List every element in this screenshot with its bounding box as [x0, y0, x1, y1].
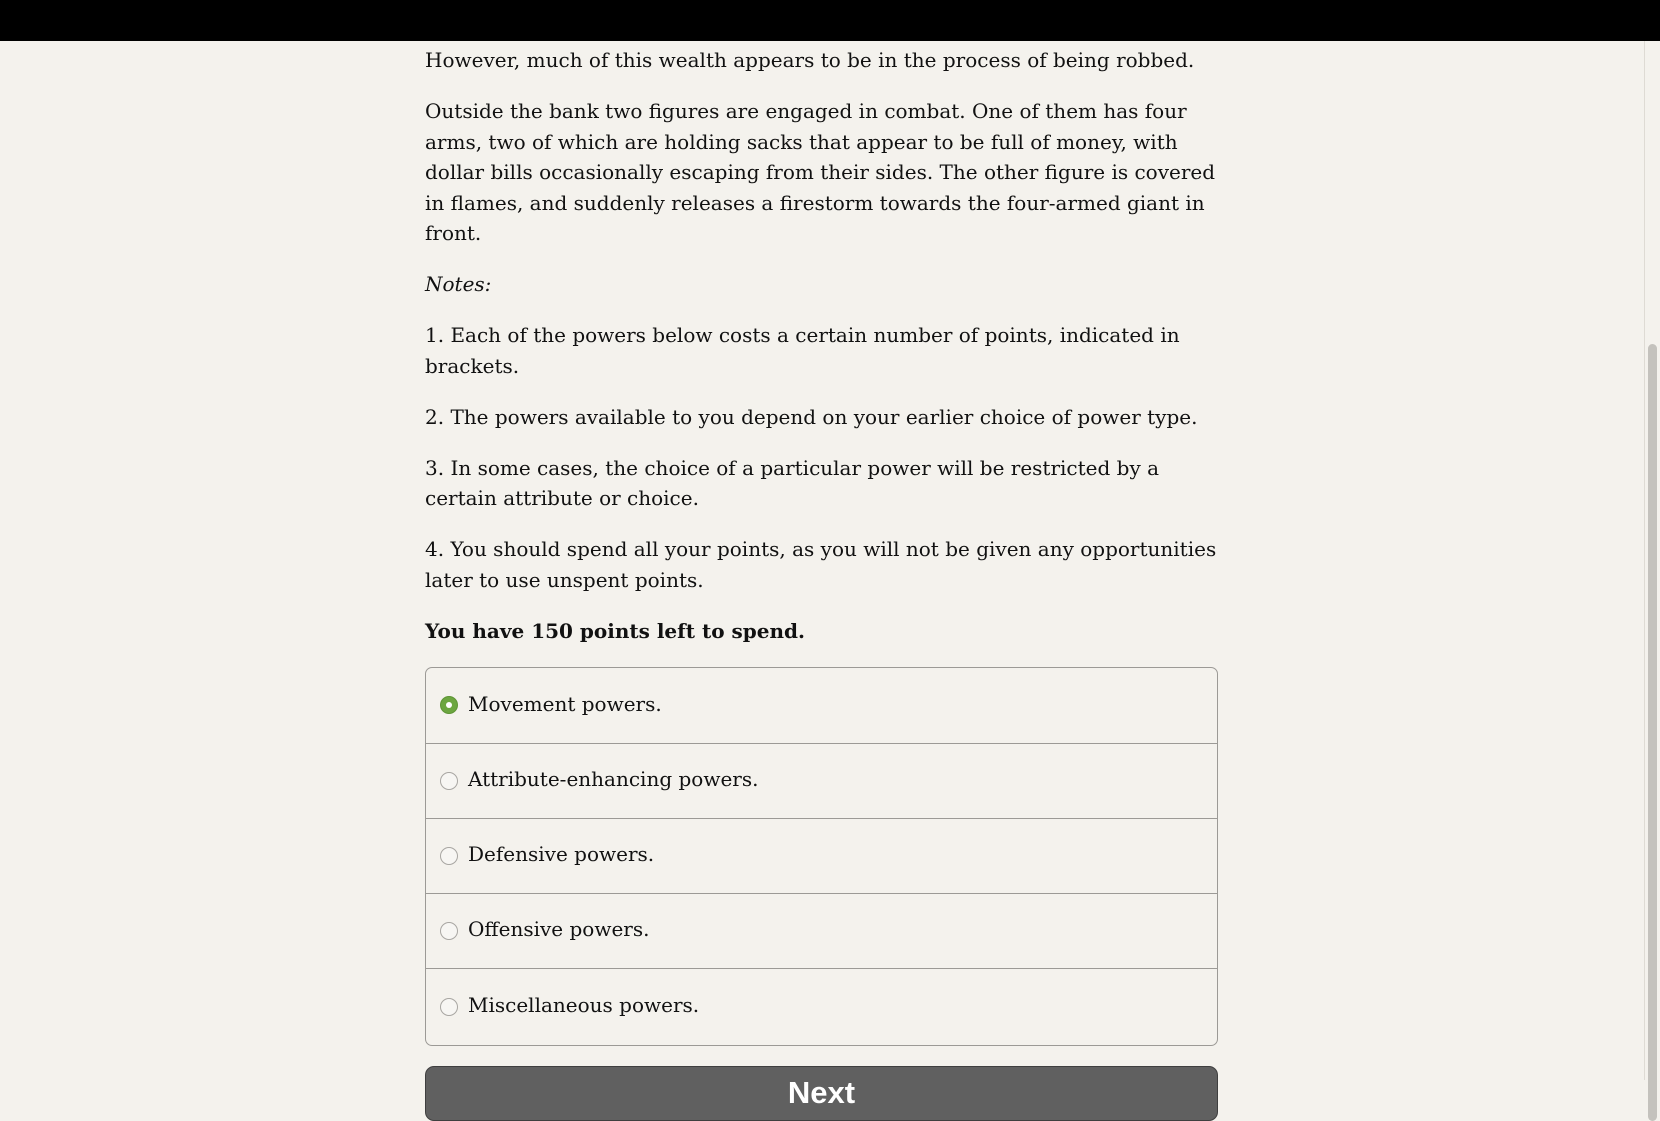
choice-label: Movement powers. [468, 691, 662, 716]
choice-label: Attribute-enhancing powers. [468, 767, 759, 792]
main-content [425, 41, 1218, 1121]
note-item: 1. Each of the powers below costs a certain number of points, indicated in brackets. [425, 323, 1180, 378]
choice-label: Defensive powers. [468, 842, 655, 867]
choice-label: Miscellaneous powers. [468, 993, 700, 1018]
note-item: 2. The powers available to you depend on your earlier choice of power type. [425, 404, 1198, 429]
notes-label: Notes: [425, 272, 492, 296]
scrollbar-track[interactable] [1644, 41, 1660, 1080]
story-paragraph: Outside the bank two figures are engaged in combat. One of them has four arms, two of which are holding sacks that appear to be full of money, with dollar bills occasionally escaping from their sides. The other figure is covered in flames, and suddenly releases a firestorm towards the four-armed giant in front. [425, 99, 1216, 245]
next-button[interactable]: Next [425, 1066, 1218, 1121]
top-bar [0, 0, 1660, 41]
radio-button[interactable] [440, 998, 458, 1016]
choice-list [425, 667, 1218, 1046]
radio-button-selected[interactable] [440, 696, 458, 714]
choice-label: Offensive powers. [468, 917, 650, 942]
radio-button[interactable] [440, 922, 458, 940]
choice-defensive-powers[interactable] [426, 819, 1217, 894]
story-paragraph: However, much of this wealth appears to be in the process of being robbed. [425, 48, 1195, 72]
choice-offensive-powers[interactable] [426, 894, 1217, 969]
choice-miscellaneous-powers[interactable] [426, 969, 1217, 1045]
note-item: 4. You should spend all your points, as you will not be given any opportunities later to use unspent points. [425, 537, 1217, 592]
scrollbar-thumb[interactable] [1648, 344, 1657, 1121]
points-remaining-text: You have 150 points left to spend. [425, 618, 805, 643]
note-item: 3. In some cases, the choice of a particular power will be restricted by a certain attribute or choice. [425, 455, 1160, 510]
choice-movement-powers[interactable] [426, 668, 1217, 744]
radio-button[interactable] [440, 847, 458, 865]
choice-attribute-enhancing-powers[interactable] [426, 744, 1217, 819]
radio-button[interactable] [440, 772, 458, 790]
